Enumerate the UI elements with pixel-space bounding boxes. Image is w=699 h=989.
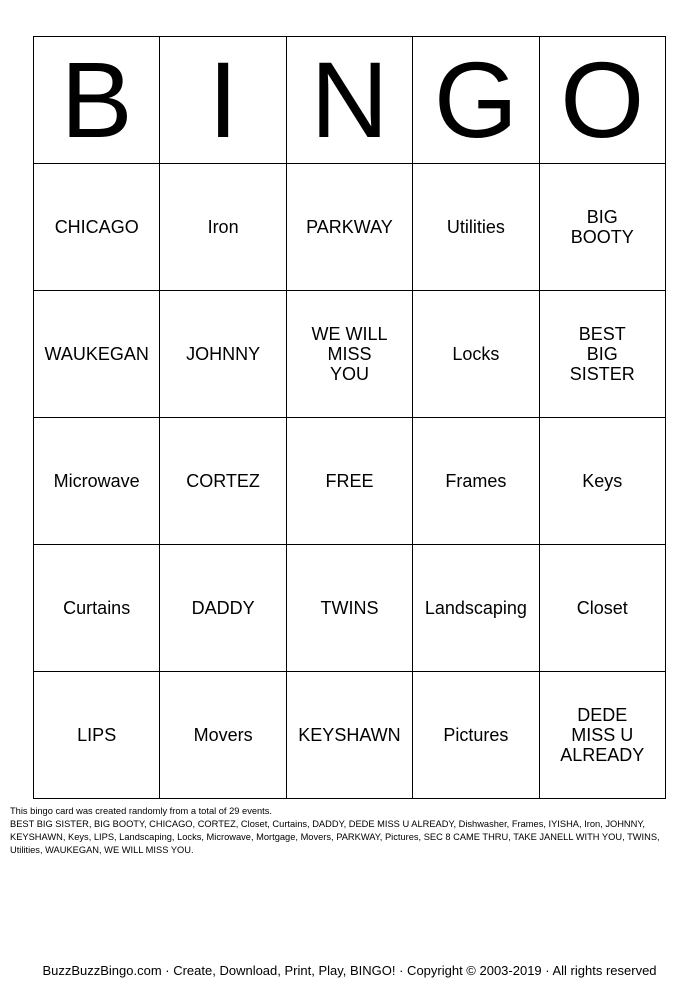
bingo-square	[539, 164, 665, 291]
square-text-line: FREE	[325, 471, 374, 491]
bingo-square	[286, 672, 412, 799]
square-text-line: WE WILL	[311, 324, 388, 344]
bingo-row	[34, 418, 666, 545]
bingo-row	[34, 291, 666, 418]
square-text-line: WAUKEGAN	[44, 344, 149, 364]
square-text-line: Movers	[193, 725, 253, 745]
bingo-square	[539, 672, 665, 799]
square-text-line: Iron	[207, 217, 239, 237]
square-text-line: Curtains	[63, 598, 131, 618]
bingo-grid	[34, 37, 666, 799]
bingo-square	[160, 672, 286, 799]
square-text-line: Microwave	[53, 471, 140, 491]
bingo-square	[539, 291, 665, 418]
header-letter-o: O	[539, 37, 665, 164]
square-text-line: CORTEZ	[186, 471, 260, 491]
header-letter-b: B	[34, 37, 160, 164]
square-text-line: Landscaping	[424, 598, 527, 618]
bingo-square	[413, 672, 539, 799]
square-text-line: BIG	[586, 344, 618, 364]
square-text-line: MISS	[327, 344, 372, 364]
bingo-square	[539, 545, 665, 672]
bingo-row	[34, 545, 666, 672]
note-event-list: BEST BIG SISTER, BIG BOOTY, CHICAGO, CORTEZ, Closet, Curtains, DADDY, DEDE MISS U ALREADY, Dishwasher, Frames, IYISHA, Iron, JOHNNY, KEYSHAWN, Keys, LIPS, Landscaping, Locks, Microwave, Mortgage, Movers, PARKWAY, Pictures, SEC 8 CAME THRU, TAKE JANELL WITH YOU, TWINS, Utilities, WAUKEGAN, WE WILL MISS YOU.	[10, 819, 660, 855]
bingo-square	[413, 164, 539, 291]
square-text-line: Utilities	[446, 217, 505, 237]
square-text-line: SISTER	[569, 364, 635, 384]
bingo-square	[160, 418, 286, 545]
page-footer: BuzzBuzzBingo.com · Create, Download, Print, Play, BINGO! · Copyright © 2003-2019 · All rights reserved	[42, 963, 657, 978]
square-text-line: CHICAGO	[54, 217, 139, 237]
square-text-line: Frames	[445, 471, 507, 491]
bingo-square	[286, 291, 412, 418]
square-text-line: ALREADY	[560, 745, 645, 765]
square-text-line: DADDY	[191, 598, 255, 618]
square-text-line: LIPS	[77, 725, 117, 745]
bingo-square	[160, 164, 286, 291]
bingo-square	[539, 418, 665, 545]
card-note	[10, 805, 682, 857]
header-row	[34, 37, 666, 164]
square-text-line: PARKWAY	[306, 217, 393, 237]
header-letter-n: N	[286, 37, 412, 164]
square-text-line: Closet	[576, 598, 628, 618]
bingo-square	[34, 418, 160, 545]
note-intro: This bingo card was created randomly from a total of 29 events.	[10, 806, 272, 816]
bingo-square	[34, 164, 160, 291]
bingo-square	[413, 291, 539, 418]
bingo-square	[413, 545, 539, 672]
bingo-row	[34, 164, 666, 291]
square-text-line: YOU	[329, 364, 369, 384]
bingo-square	[34, 291, 160, 418]
square-text-line: BIG	[586, 207, 618, 227]
square-text-line: MISS U	[571, 725, 634, 745]
bingo-square	[34, 672, 160, 799]
square-text-line: KEYSHAWN	[298, 725, 401, 745]
bingo-square	[286, 545, 412, 672]
bingo-square	[160, 545, 286, 672]
square-text-line: DEDE	[577, 705, 628, 725]
bingo-row	[34, 672, 666, 799]
square-text-line: Pictures	[443, 725, 509, 745]
square-text-line: TWINS	[320, 598, 379, 618]
square-text-line: Locks	[452, 344, 500, 364]
square-text-line: Keys	[582, 471, 623, 491]
bingo-square	[286, 164, 412, 291]
header-letter-g: G	[413, 37, 539, 164]
header-letter-i: I	[160, 37, 286, 164]
bingo-square	[160, 291, 286, 418]
bingo-square	[286, 418, 412, 545]
bingo-square	[34, 545, 160, 672]
square-text-line: BOOTY	[570, 227, 634, 247]
square-text-line: BEST	[578, 324, 626, 344]
square-text-line: JOHNNY	[186, 344, 261, 364]
bingo-square	[413, 418, 539, 545]
bingo-card	[33, 36, 666, 799]
